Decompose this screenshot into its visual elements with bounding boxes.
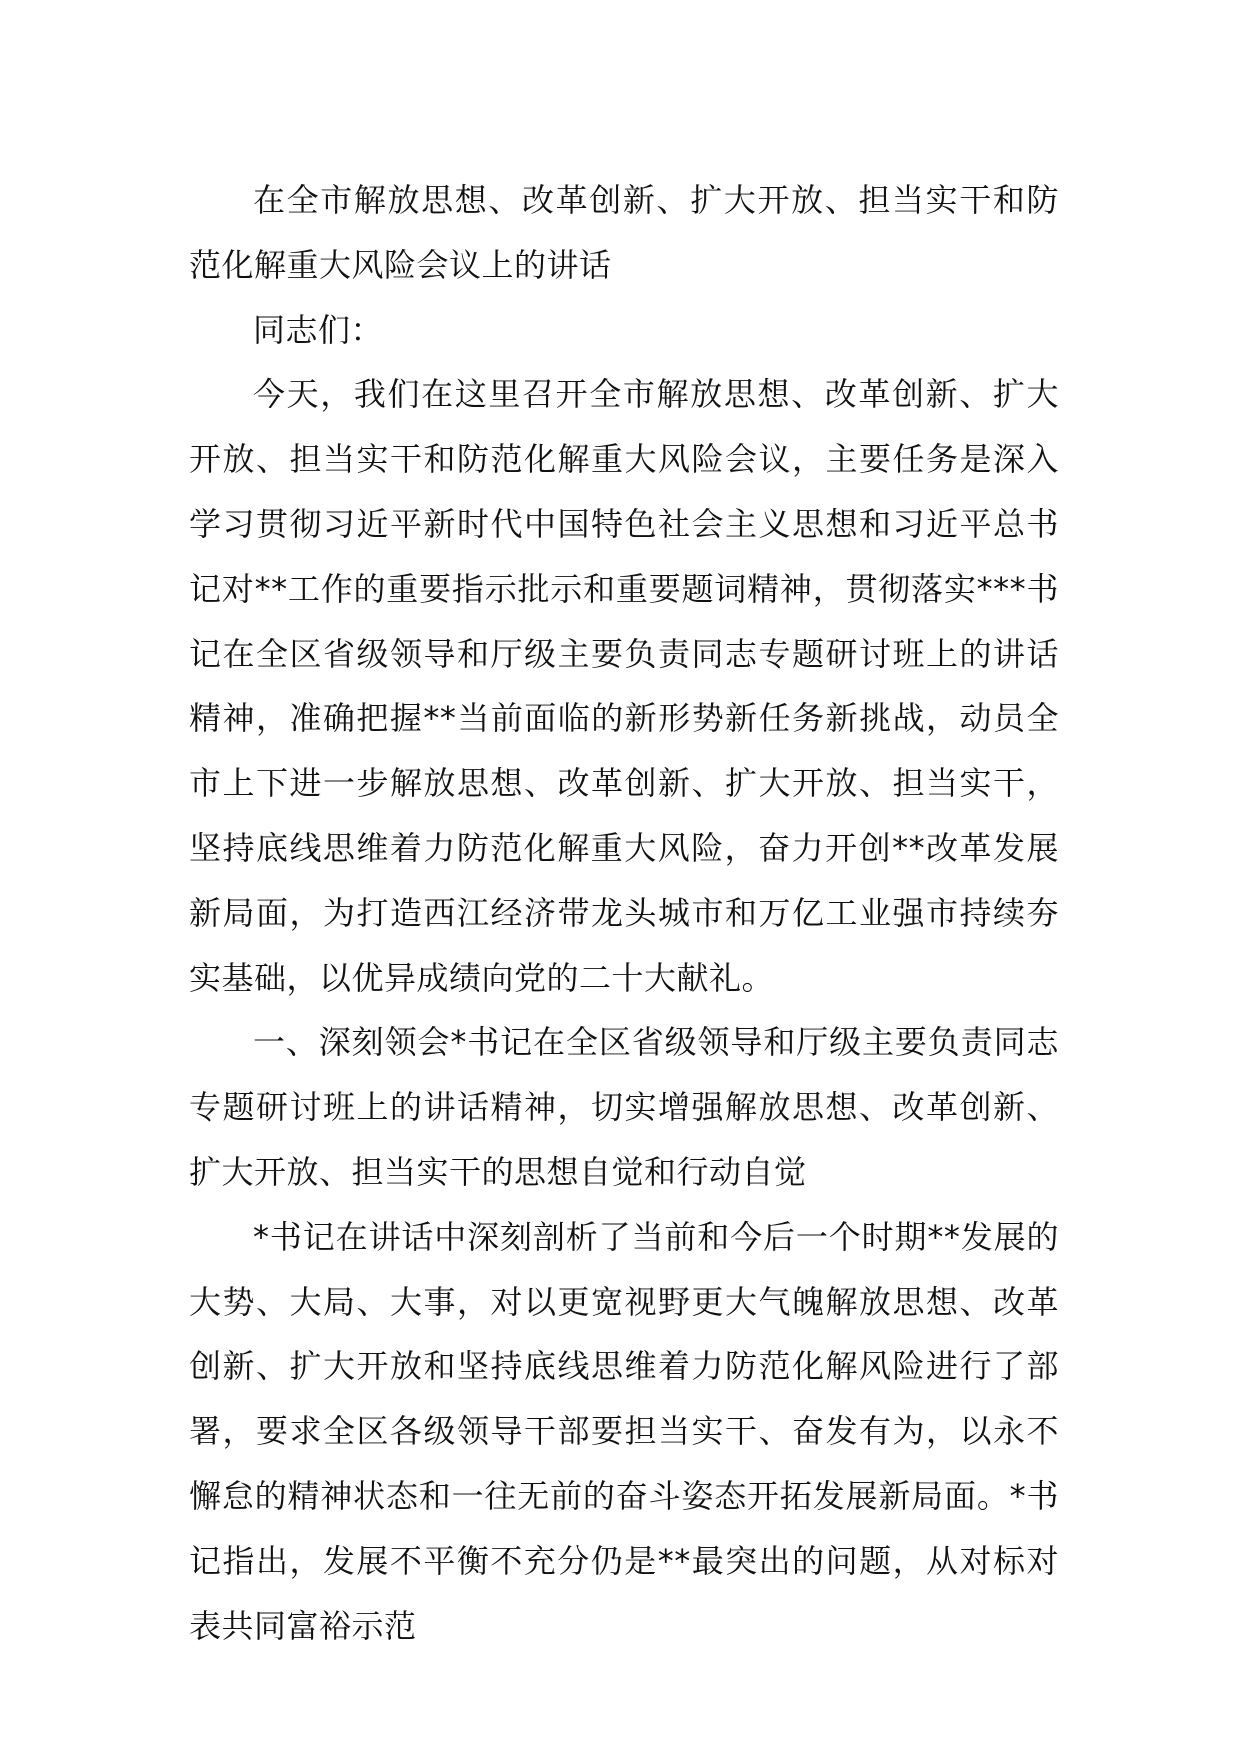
paragraph-section-1: *书记在讲话中深刻剖析了当前和今后一个时期**发展的大势、大局、大事，对以更宽视野更大气魄解放思想、改革创新、扩大开放和坚持底线思维着力防范化解风险进行了部署，要求全区各级领导干部要担当实干、奋发有为，以永不懈怠的精神状态和一往无前的奋斗姿态开拓发展新局面。*书记指出，发展不平衡不充分仍是**最突出的问题，从对标对表共同富裕示范 [189, 1217, 1059, 1645]
document-title: 在全市解放思想、改革创新、扩大开放、担当实干和防范化解重大风险会议上的讲话 [189, 181, 1059, 284]
document-body [189, 168, 1059, 1658]
section-heading-1: 一、深刻领会*书记在全区省级领导和厅级主要负责同志专题研讨班上的讲话精神，切实增强解放思想、改革创新、扩大开放、担当实干的思想自觉和行动自觉 [189, 1023, 1059, 1191]
paragraph-intro: 今天，我们在这里召开全市解放思想、改革创新、扩大开放、担当实干和防范化解重大风险会议，主要任务是深入学习贯彻习近平新时代中国特色社会主义思想和习近平总书记对**工作的重要指示批示和重要题词精神，贯彻落实***书记在全区省级领导和厅级主要负责同志专题研讨班上的讲话精神，准确把握**当前面临的新形势新任务新挑战，动员全市上下进一步解放思想、改革创新、扩大开放、担当实干，坚持底线思维着力防范化解重大风险，奋力开创**改革发展新局面，为打造西江经济带龙头城市和万亿工业强市持续夯实基础，以优异成绩向党的二十大献礼。 [189, 375, 1059, 997]
salutation: 同志们： [253, 310, 384, 349]
